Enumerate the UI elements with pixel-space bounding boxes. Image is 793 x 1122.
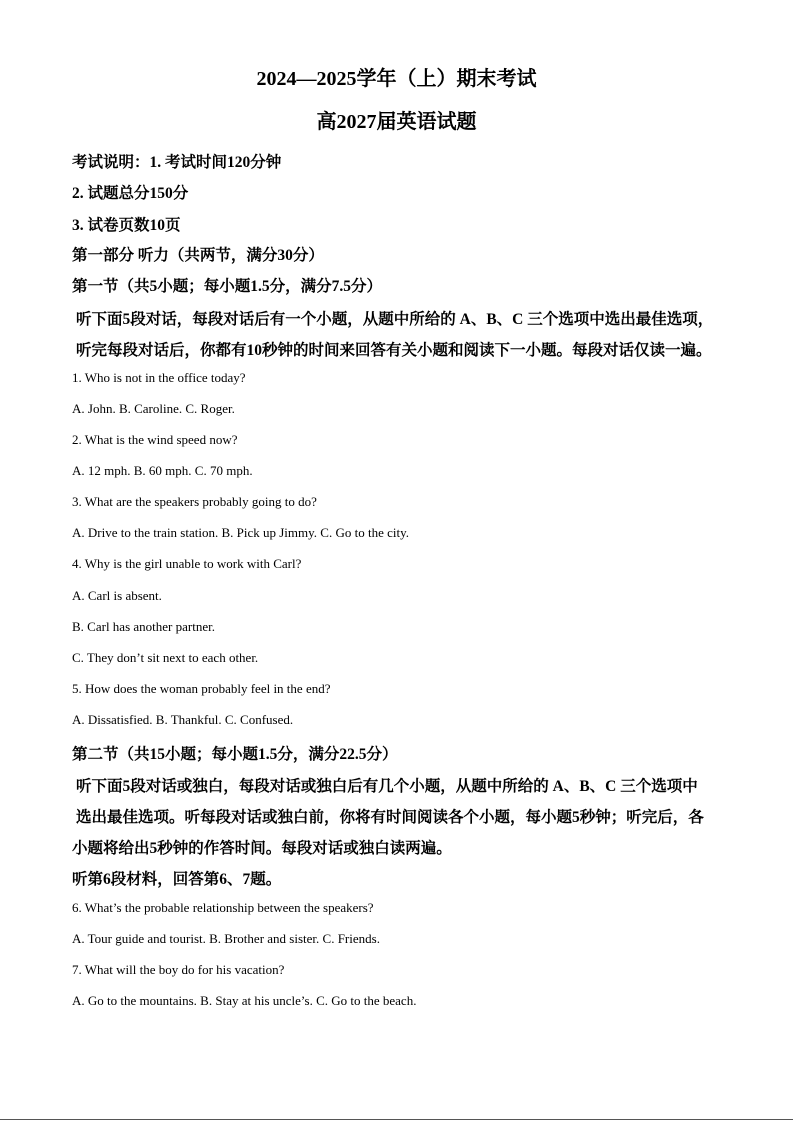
option-4b: B. Carl has another partner.	[72, 619, 215, 634]
question-6: 6. What’s the probable relationship between the speakers?	[72, 900, 374, 915]
options-1: A. John. B. Caroline. C. Roger.	[72, 401, 235, 416]
section2-directions-line2: 选出最佳选项。听每段对话或独白前，你将有时间阅读各个小题，每小题5秒钟；听完后，各	[76, 809, 704, 826]
options-2: A. 12 mph. B. 60 mph. C. 70 mph.	[72, 463, 253, 478]
instruction-time: 考试说明：1. 考试时间120分钟	[72, 154, 282, 171]
section1-directions-line2: 听完每段对话后，你都有10秒钟的时间来回答有关小题和阅读下一小题。每段对话仅读一遍。	[76, 342, 712, 359]
question-7: 7. What will the boy do for his vacation?	[72, 962, 285, 977]
material6-heading: 听第6段材料，回答第6、7题。	[72, 871, 282, 888]
part1-heading: 第一部分 听力（共两节，满分30分）	[72, 247, 324, 264]
question-3: 3. What are the speakers probably going to do?	[72, 494, 317, 509]
question-4: 4. Why is the girl unable to work with Carl?	[72, 556, 302, 571]
option-4c: C. They don’t sit next to each other.	[72, 650, 259, 665]
instruction-pages: 3. 试卷页数10页	[72, 217, 181, 234]
section1-heading: 第一节（共5小题；每小题1.5分，满分7.5分）	[72, 278, 383, 295]
question-1: 1. Who is not in the office today?	[72, 370, 246, 385]
option-4a: A. Carl is absent.	[72, 588, 162, 603]
exam-title: 2024—2025学年（上）期末考试	[256, 68, 537, 90]
section1-directions-line1: 听下面5段对话，每段对话后有一个小题，从题中所给的 A、B、C 三个选项中选出最佳选项，	[76, 311, 714, 328]
options-3: A. Drive to the train station. B. Pick up Jimmy. C. Go to the city.	[72, 525, 410, 540]
question-2: 2. What is the wind speed now?	[72, 432, 238, 447]
options-7: A. Go to the mountains. B. Stay at his uncle’s. C. Go to the beach.	[72, 993, 417, 1008]
options-5: A. Dissatisfied. B. Thankful. C. Confused.	[72, 712, 294, 727]
section2-heading: 第二节（共15小题；每小题1.5分，满分22.5分）	[72, 746, 398, 763]
page-bottom-rule	[0, 1119, 793, 1120]
instruction-score: 2. 试题总分150分	[72, 185, 189, 202]
section2-directions-line3: 小题将给出5秒钟的作答时间。每段对话或独白读两遍。	[72, 840, 452, 857]
options-6: A. Tour guide and tourist. B. Brother and sister. C. Friends.	[72, 931, 380, 946]
exam-subtitle: 高2027届英语试题	[316, 111, 477, 133]
section2-directions-line1: 听下面5段对话或独白，每段对话或独白后有几个小题，从题中所给的 A、B、C 三个选项中	[76, 778, 698, 795]
question-5: 5. How does the woman probably feel in the end?	[72, 681, 331, 696]
